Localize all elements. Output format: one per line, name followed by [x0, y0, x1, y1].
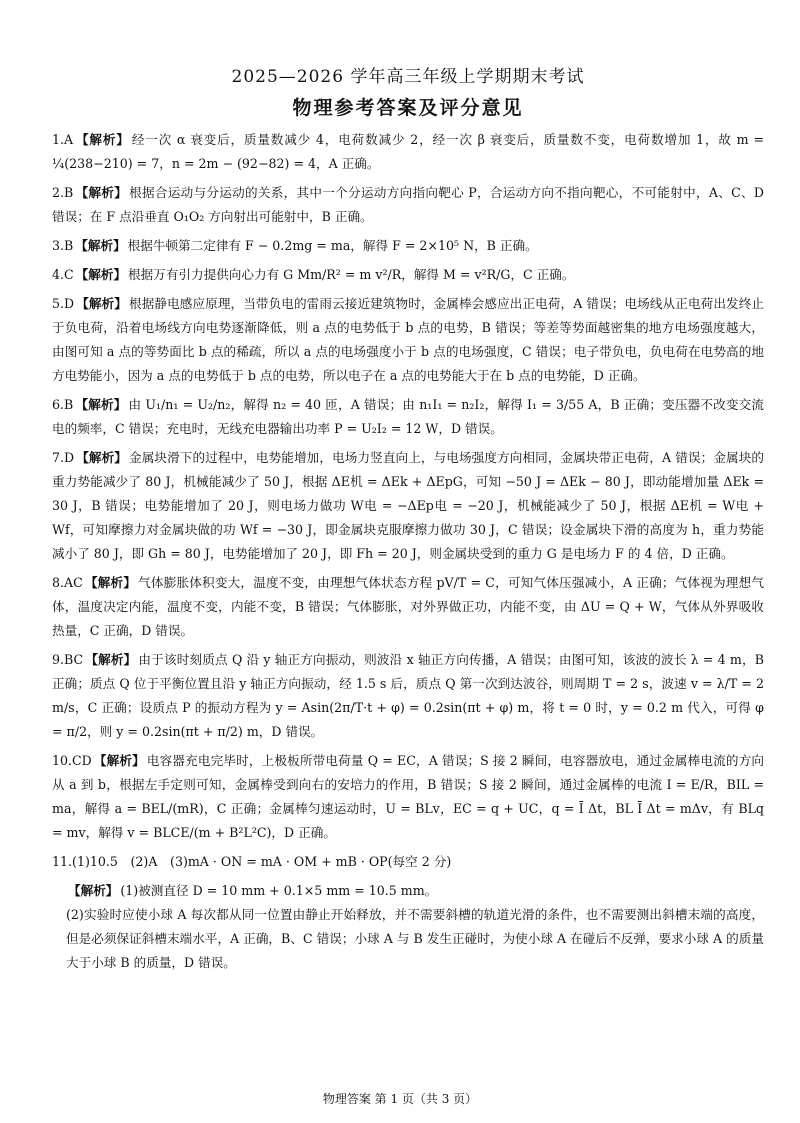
analysis-tag: 【解析】	[84, 575, 137, 590]
analysis-tag: 【解析】	[68, 883, 119, 898]
answer-text: 根据静电感应原理，当带负电的雷雨云接近建筑物时，金属棒会感应出正电荷，A 错误；电场线从正电荷出发终止于负电荷，沿着电场线方向电势逐渐降低，则 a 点的电势低于 b 点的电势，B 错误；等差等势面越密集的地方电场强度越大，由图可知 a 点的等势面比 b 点的稀疏，所以 a 点的电场强度小于 b 点的电场强度，C 错误；电子带负电，负电荷在电势高的地方电势能小，因为 a 点的电势低于 b 点的电势，所以电子在 a 点的电势能大于在 b 点的电势能，D 正确。	[52, 296, 764, 383]
answer-item	[52, 393, 764, 441]
answer-number: 3.B	[52, 238, 74, 253]
answer-11-sub-1-text: (1)被测直径 D = 10 mm + 0.1×5 mm = 10.5 mm。	[120, 883, 438, 898]
exam-title: 2025—2026 学年高三年级上学期期末考试	[231, 67, 585, 87]
answer-text: 根据牛顿第二定律有 F − 0.2mg = ma，解得 F = 2×10⁵ N，B 正确。	[127, 238, 538, 253]
answer-text: 根据合运动与分运动的关系，其中一个分运动方向指向靶心 P，合运动方向不指向靶心，不可能射中，A、C、D 错误；在 F 点沿垂直 O₁O₂ 方向射出可能射中，B 正确。	[52, 185, 765, 224]
answer-number: 6.B	[52, 397, 74, 412]
answer-text: 电容器充电完毕时，上极板所带电荷量 Q = EC，A 错误；S 接 2 瞬间，电容器放电，通过金属棒电流的方向从 a 到 b，根据左手定则可知，金属棒受到向右的安培力的作用，B 错误；S 接 2 瞬间，通过金属棒的电流 I = E/R，BIL = ma，解得 a = BEL/(mR)，C 正确；金属棒匀速运动时，U = BLv，EC = q + UC，q = Ī Δt，BL Ī Δt = mΔv，有 BLq = mv，解得 v = BLCE/(m + B²L²C)，D 正确。	[52, 753, 765, 840]
analysis-tag: 【解析】	[75, 185, 128, 200]
answer-text: 气体膨胀体积变大，温度不变，由理想气体状态方程 pV/T = C，可知气体压强减小，A 正确；气体视为理想气体，温度决定内能，温度不变，内能不变，B 错误；气体膨胀，对外界做正功，内能不变，由 ΔU = Q + W，气体从外界吸收热量，C 正确，D 错误。	[52, 575, 764, 638]
answer-number: 8.AC	[52, 575, 83, 590]
answer-11-sub-2-text: (2)实验时应使小球 A 每次都从同一位置由静止开始释放，并不需要斜槽的轨道光滑的条件，也不需要测出斜槽末端的高度，但是必须保证斜槽末端水平，A 正确，B、C 错误；小球 A 与 B 发生正碰时，为使小球 A 在碰后不反弹，要求小球 A 的质量大于小球 B 的质量，D 错误。	[66, 907, 764, 970]
answer-item	[52, 571, 764, 643]
answer-item	[52, 181, 764, 229]
answer-number: 5.D	[52, 296, 75, 311]
answer-item	[52, 292, 764, 388]
answer-item	[52, 648, 764, 744]
answer-number: 1.A	[52, 132, 74, 147]
answer-number: 7.D	[52, 450, 75, 465]
analysis-tag: 【解析】	[75, 132, 130, 147]
answer-number: 4.C	[52, 267, 74, 282]
answer-list	[52, 128, 764, 975]
answer-text: 金属块滑下的过程中，电势能增加，电场力竖直向上，与电场强度方向相同，金属块带正电荷，A 错误；金属块的重力势能减少了 80 J，机械能减少了 50 J，根据 ΔE机 = ΔEk + ΔEpG，可知 −50 J = ΔEk − 80 J，即动能增加量 ΔEk = 30 J，B 错误；电势能增加了 20 J，则电场力做功 W电 = −ΔEp电 = −20 J，机械能减少了 50 J，根据 ΔE机 = W电 + Wf，可知摩擦力对金属块做的功 Wf = −30 J，即金属块克服摩擦力做功 30 J，C 错误；设金属块下滑的高度为 h，重力势能减小了 80 J，即 Gh = 80 J，电势能增加了 20 J，即 Fh = 20 J，则金属块受到的重力 G 是电场力 F 的 4 倍，D 正确。	[52, 450, 764, 561]
analysis-tag: 【解析】	[93, 753, 145, 768]
analysis-tag: 【解析】	[75, 238, 126, 253]
answer-item	[52, 234, 764, 258]
analysis-tag: 【解析】	[76, 450, 127, 465]
answer-item-11	[52, 850, 764, 874]
answer-11-sub-2	[52, 903, 764, 975]
answer-item	[52, 446, 764, 566]
answer-text: 由于该时刻质点 Q 沿 y 轴正方向振动，则波沿 x 轴正方向传播，A 错误；由图可知，该波的波长 λ = 4 m，B 正确；质点 Q 位于平衡位置且沿 y 轴正方向振动，经 1.5 s 后，质点 Q 第一次到达波谷，则周期 T = 2 s，波速 v = λ/T = 2 m/s，C 正确；设质点 P 的振动方程为 y = Asin(2π/T·t + φ) = 0.2sin(πt + φ) m，将 t = 0 时，y = 0.2 m 代入，可得 φ = π/2，则 y = 0.2sin(πt + π/2) m，D 错误。	[52, 652, 764, 739]
answer-item	[52, 263, 764, 287]
answer-item	[52, 128, 764, 176]
answer-number: 2.B	[52, 185, 74, 200]
answer-number: 9.BC	[52, 652, 84, 667]
answer-11-sub-1	[52, 879, 764, 903]
answer-text: 根据万有引力提供向心力有 G Mm/R² = m v²/R，解得 M = v²R/G，C 正确。	[128, 267, 575, 282]
answer-11-head: 11.(1)10.5 (2)A (3)mA · ON = mA · OM + mB · OP(每空 2 分)	[52, 854, 452, 869]
analysis-tag: 【解析】	[85, 652, 137, 667]
page-footer: 物理答案 第 1 页（共 3 页）	[322, 1092, 478, 1106]
analysis-tag: 【解析】	[75, 397, 127, 412]
answer-text: 经一次 α 衰变后，质量数减少 4，电荷数减少 2，经一次 β 衰变后，质量数不变，电荷数增加 1，故 m = ¼(238−210) = 7，n = 2m − (92−82) = 4，A 正确。	[52, 132, 764, 171]
answer-item	[52, 749, 764, 845]
answer-number: 10.CD	[52, 753, 92, 768]
answer-text: 由 U₁/n₁ = U₂/n₂，解得 n₂ = 40 匝，A 错误；由 n₁I₁ = n₂I₂，解得 I₁ = 3/55 A，B 正确；变压器不改变交流电的频率，C 错误；充电时，无线充电器输出功率 P = U₂I₂ = 12 W，D 错误。	[52, 397, 764, 436]
answer-key-title: 物理参考答案及评分意见	[292, 97, 524, 119]
analysis-tag: 【解析】	[75, 267, 127, 282]
analysis-tag: 【解析】	[76, 296, 127, 311]
